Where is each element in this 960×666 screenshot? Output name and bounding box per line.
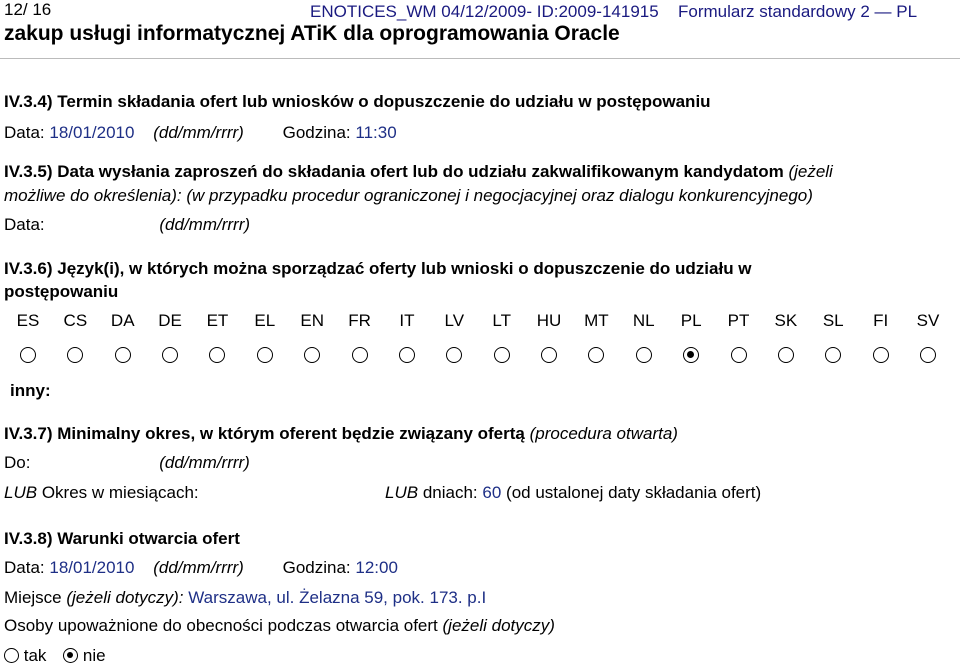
document-title: zakup usługi informatycznej ATiK dla oprogramowania Oracle — [4, 22, 620, 45]
language-radio-lv[interactable] — [446, 347, 462, 363]
language-label-fi: FI — [873, 311, 889, 330]
section-5-date-row — [4, 215, 250, 235]
language-label-nl: NL — [632, 311, 655, 330]
date-format: (dd/mm/rrrr) — [159, 215, 251, 234]
section-8-persons-options — [4, 646, 106, 666]
date-label: Data: — [4, 215, 45, 234]
nie-label: nie — [82, 646, 106, 665]
language-label-et: ET — [206, 311, 229, 330]
header-divider — [0, 58, 960, 59]
language-label-lt: LT — [492, 311, 511, 330]
language-label-sl: SL — [822, 311, 844, 330]
language-radio-nl[interactable] — [636, 347, 652, 363]
section-7-months-row — [4, 483, 199, 503]
language-radio-mt[interactable] — [588, 347, 604, 363]
tak-label: tak — [23, 646, 47, 665]
nie-radio[interactable] — [63, 648, 78, 663]
language-label-sk: SK — [774, 311, 798, 330]
date-format: (dd/mm/rrrr) — [153, 558, 244, 577]
other-language-label: inny: — [10, 381, 51, 400]
language-radio-de[interactable] — [162, 347, 178, 363]
section-8-date-row — [4, 558, 398, 578]
language-radio-pt[interactable] — [731, 347, 747, 363]
language-label-pt: PT — [727, 311, 750, 330]
days-label: dniach: — [422, 483, 478, 502]
section-4-date-row — [4, 123, 397, 143]
section-7-heading-bold: IV.3.7) Minimalny okres, w którym oferent będzie związany ofertą — [4, 424, 525, 443]
persons-label: Osoby upoważnione do obecności podczas otwarcia ofert — [4, 616, 438, 635]
section-5-heading-bold: IV.3.5) Data wysłania zaproszeń do składania ofert lub do udziału zakwalifikowanym kandydatom — [4, 162, 784, 181]
language-label-mt: MT — [584, 311, 609, 330]
date-label: Data: — [4, 123, 45, 142]
lub-label: LUB — [385, 483, 419, 502]
language-label-es: ES — [16, 311, 40, 330]
language-label-pl: PL — [680, 311, 702, 330]
language-radio-pl[interactable] — [683, 347, 699, 363]
language-radio-fr[interactable] — [352, 347, 368, 363]
language-label-fr: FR — [348, 311, 371, 330]
time-label: Godzina: — [282, 558, 351, 577]
language-label-de: DE — [158, 311, 182, 330]
language-radio-es[interactable] — [20, 347, 36, 363]
days-value: 60 — [482, 483, 502, 502]
language-radio-en[interactable] — [304, 347, 320, 363]
tak-radio[interactable] — [4, 648, 19, 663]
language-radio-sl[interactable] — [825, 347, 841, 363]
notice-reference: ENOTICES_WM 04/12/2009- ID:2009-141915 — [310, 2, 659, 21]
do-label: Do: — [4, 453, 31, 472]
section-5-condition: możliwe do określenia): — [4, 186, 182, 205]
months-label: Okres w miesiącach: — [41, 483, 199, 502]
days-suffix: (od ustalonej daty składania ofert) — [506, 483, 762, 502]
language-label-hu: HU — [536, 311, 562, 330]
form-name: Formularz standardowy 2 — PL — [678, 2, 918, 21]
section-5-heading — [4, 162, 833, 182]
time-label: Godzina: — [282, 123, 351, 142]
section-5-note: (w przypadku procedur ograniczonej i negocjacyjnej oraz dialogu konkurencyjnego) — [186, 186, 813, 205]
language-radio-el[interactable] — [257, 347, 273, 363]
section-6-heading: IV.3.6) Język(i), w których można sporządzać oferty lub wnioski o dopuszczenie do udziału w — [4, 259, 752, 278]
language-radio-hu[interactable] — [541, 347, 557, 363]
do-format: (dd/mm/rrrr) — [159, 453, 250, 472]
section-7-days-row — [385, 483, 761, 503]
section-8-heading: IV.3.8) Warunki otwarcia ofert — [4, 529, 240, 548]
language-radio-lt[interactable] — [494, 347, 510, 363]
place-condition: (jeżeli dotyczy): — [66, 588, 184, 607]
time-value: 12:00 — [355, 558, 398, 577]
language-label-lv: LV — [444, 311, 465, 330]
persons-condition: (jeżeli dotyczy) — [442, 616, 555, 635]
lub-label: LUB — [4, 483, 38, 502]
date-value: 18/01/2010 — [49, 558, 135, 577]
section-7-do-row — [4, 453, 250, 473]
page-number: 12/ 16 — [4, 0, 52, 19]
time-value: 11:30 — [355, 123, 397, 142]
date-format: (dd/mm/rrrr) — [153, 123, 244, 142]
language-label-sv: SV — [916, 311, 940, 330]
place-label: Miejsce — [4, 588, 62, 607]
section-4-heading: IV.3.4) Termin składania ofert lub wniosków o dopuszczenie do udziału w postępowaniu — [4, 92, 711, 111]
language-label-it: IT — [399, 311, 415, 330]
section-6-heading-line2: postępowaniu — [4, 282, 119, 301]
language-radio-sk[interactable] — [778, 347, 794, 363]
date-value: 18/01/2010 — [49, 123, 135, 142]
language-label-da: DA — [110, 311, 135, 330]
language-radio-it[interactable] — [399, 347, 415, 363]
language-label-cs: CS — [63, 311, 88, 330]
section-5-heading-italic: (jeżeli — [788, 162, 833, 181]
section-8-place-row — [4, 588, 486, 608]
language-radio-et[interactable] — [209, 347, 225, 363]
language-label-el: EL — [254, 311, 276, 330]
language-radio-da[interactable] — [115, 347, 131, 363]
section-7-heading — [4, 424, 678, 444]
language-radio-fi[interactable] — [873, 347, 889, 363]
section-7-heading-italic: (procedura otwarta) — [529, 424, 678, 443]
language-radio-cs[interactable] — [67, 347, 83, 363]
section-8-persons-row — [4, 616, 555, 636]
language-label-en: EN — [300, 311, 325, 330]
date-label: Data: — [4, 558, 45, 577]
language-radio-sv[interactable] — [920, 347, 936, 363]
place-value: Warszawa, ul. Żelazna 59, pok. 173. p.I — [188, 588, 487, 607]
section-5-heading-line2 — [4, 186, 813, 206]
